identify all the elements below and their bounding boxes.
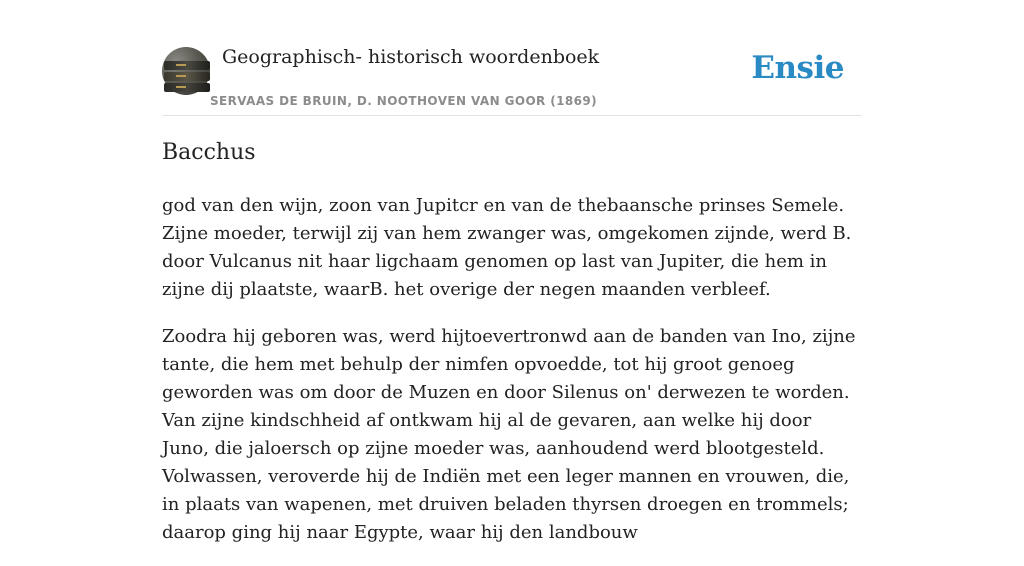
book-authors-year: SERVAAS DE BRUIN, D. NOOTHOVEN VAN GOOR (1869) <box>210 94 598 108</box>
spine-decoration <box>176 75 186 77</box>
entry-paragraph: Zoodra hij geboren was, werd hijtoevertronwd aan de banden van Ino, zijne tante, die hem met behulp der nimfen opvoedde, tot hij groot genoeg geworden was om door de Muzen en door Silenus on' derwezen te worden. Van zijne kindschheid af ontkwam hij al de gevaren, aan welke hij door Juno, die jaloersch op zijne moeder was, aanhoudend werd blootgesteld. Volwassen, veroverde hij de Indiën met een leger mannen en vrouwen, die, in plaats van wapenen, met druiven beladen thyrsen droegen en trommels; daarop ging hij naar Egypte, waar hij den landbouw <box>162 326 856 543</box>
spine-decoration <box>176 86 186 88</box>
entry-body <box>162 192 862 566</box>
ensie-logo[interactable]: Ensie <box>751 50 844 86</box>
spine-decoration <box>176 64 186 66</box>
content-container <box>162 0 862 543</box>
entry-paragraph: god van den wijn, zoon van Jupitcr en van de thebaansche prinses Semele. Zijne moeder, terwijl zij van hem zwanger was, omgekomen zijnde, werd B. door Vulcanus nit haar ligchaam genomen op last van Jupiter, die hem in zijne dij plaatste, waarB. het overige der negen maanden verbleef. <box>162 195 852 300</box>
book-title-link[interactable]: Geographisch- historisch woordenboek <box>222 46 600 68</box>
entry-title: Bacchus <box>162 140 256 165</box>
book-spine <box>164 61 210 70</box>
book-spine <box>164 72 210 81</box>
book-spine <box>164 83 210 92</box>
book-spines-icon[interactable] <box>162 47 210 95</box>
header <box>162 0 862 116</box>
